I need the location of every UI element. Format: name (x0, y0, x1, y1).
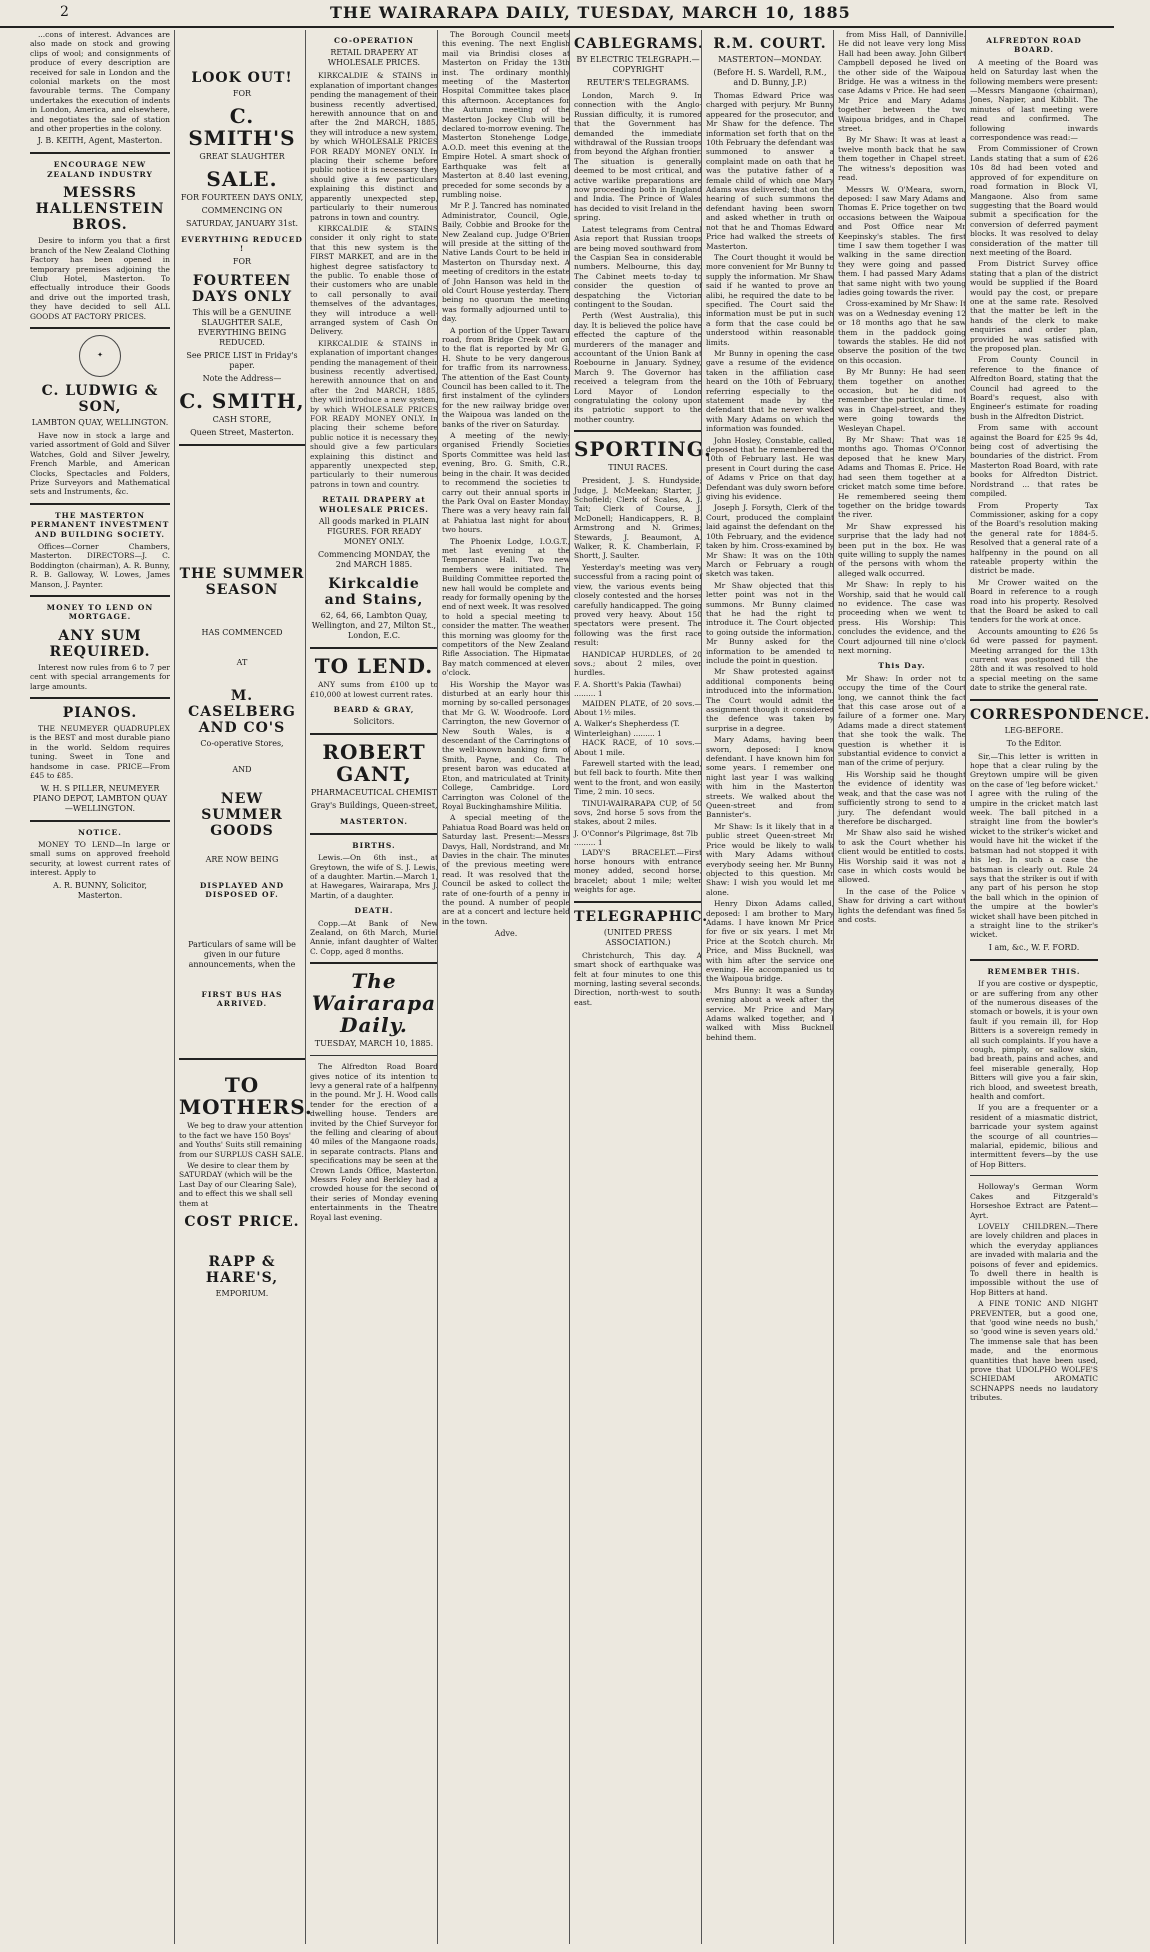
fourteen-only: FOURTEEN DAYS ONLY (191, 272, 293, 305)
race-4-result: J. O'Connor's Pilgrimage, 8st 7lb ......... 1 (574, 828, 698, 848)
solicitors: Solicitors. (353, 717, 395, 727)
rapp-hare: RAPP & HARE'S, (205, 1254, 279, 1287)
united-press: (UNITED PRESS ASSOCIATION.) (603, 927, 673, 947)
hallenstein-text: Desire to inform you that a first branch of the New Zealand Clothing Factory has been opened in temporary premises adjoining the Club Hotel, Masterton. To effectually introduce their Goods and drive out the imported trash, they have decided to sell ALL GOODS AT FACTORY PRICES. (30, 236, 170, 321)
signature: J. B. KEITH, Agent, Masterton. (37, 136, 163, 146)
col8-text-7: Mr Crower waited on the Board in reference to a rough road into his property. Resolved that the Board be asked to call tenders for the work at once. (970, 577, 1098, 625)
col4-text-4: A meeting of the newly-organised Friendly Societies Sports Committee was held last evening, Bro. G. Smith, C.R., being in the chair. It was decided to recommend the societies to carry out their annual sports in the Park Oval on Easter Monday. There was a very heavy rain fall at Pahiatua last night for about two hours. (442, 431, 570, 535)
correspondence-sub: LEG-BEFORE. (1004, 725, 1064, 735)
robert-gant: ROBERT GANT, (322, 740, 426, 787)
col4-signoff: Adve. (494, 929, 518, 939)
rm-court-heading: R.M. COURT. (713, 36, 827, 52)
ludwig-address: LAMBTON QUAY, WELLINGTON. (31, 417, 169, 427)
to-mothers: TO MOTHERS. (179, 1073, 313, 1120)
correspondence-heading: CORRESPONDENCE. (970, 706, 1150, 723)
to-lend-text: ANY sums from £100 up to £10,000 at lowest current rates. (310, 680, 438, 699)
notice-text: MONEY TO LEND—In large or small sums on approved freehold security, at lowest current rates of interest. Apply to (30, 839, 170, 878)
col4-text-6: His Worship the Mayor was disturbed at an early hour this morning by so-called personages that Mr G. W. Woodroofe. Lord Carrington, the new Governor of New South Wales, is a descendant of the Carringtons of the well-known banking firm of Smith, Payne, and Co. The present baron was educated at Eton, and matriculated at Trinity College, Cambridge. Lord Carrington was Colonel of the Royal Buckinghamshire Militia. (442, 679, 570, 811)
masthead (0, 0, 1114, 28)
col6-text-3: Mr Bunny in opening the case gave a resume of the evidence taken in the affiliation case heard on the 10th of February, referring especially to the statement made by the defendant that he never walked with Mary Adams on which the information was founded. (706, 348, 834, 434)
kirk-text-3: KIRKCALDIE & STAINS in explanation of important changes pending the management of their business recently advertised, herewith announce that on and after the 2nd MARCH, 1885, they will introduce a new system, by which WHOLESALE PRICES FOR READY MONEY ONLY. In placing their scheme before public notice it is necessary they should give a few particulars explaining this distinct and apparently unexpected step, particularly to their numerous patrons in town and country. (310, 338, 439, 489)
caselberg: M. CASELBERG AND CO'S (188, 687, 296, 736)
are-now: ARE NOW BEING (205, 854, 279, 864)
col6-text-9: Mr Shaw: Is it likely that in a public street Queen-street Mr Price would be likely to walk with Mary Adams without everybody seeing her. Mr Bunny objected to this question. Mr Shaw: I wish you would let me alone. (706, 821, 834, 897)
this-day: This Day. (878, 661, 926, 671)
pianos-sign: W. H. S PILLER, NEUMEYER PIANO DEPOT, LAMBTON QUAY—WELLINGTON. (32, 783, 168, 813)
col6-text-4: John Hosley, Constable, called, deposed that he remembered the 10th of February last. He was present in Court during the case of Adams v Price on that day. Defendant was duly sworn before giving his evidence. (706, 435, 834, 502)
telegraphic-heading: TELEGRAPHIC. (574, 908, 709, 925)
summer-season: THE SUMMER SEASON (179, 565, 305, 598)
mothers-text-2: We desire to clear them by SATURDAY (which will be the Last Day of our Clearing Sale), and to effect this we shall sell them at (179, 1161, 297, 1208)
has-commenced: HAS COMMENCED (201, 627, 283, 637)
births: BIRTHS. (352, 840, 396, 850)
newspaper-title: THE WAIRARAPA DAILY, TUESDAY, MARCH 10, 1885 (330, 3, 851, 22)
col6-text-8: Mary Adams, having been sworn, deposed: I know defendant. I have known him for some years. I remember one night last year I was walking with him in the Masterton streets. We walked about the Queen-street and from Bannister's. (706, 735, 834, 820)
race-4: TINUI-WAIRARAPA CUP, of 50 sovs, 2nd horse 5 sovs from the stakes, about 2 miles. (574, 798, 702, 827)
race-2: MAIDEN PLATE, of 20 sovs.—About 1½ miles. (574, 698, 702, 717)
col8-text-4: From County Council in reference to the finance of Alfredton Board, stating that the Council had agreed to the Board's request, also with Engineer's estimate for roading bush in the Alfredton District. (970, 355, 1098, 421)
col5-text-1: London, March 9. In connection with the Anglo-Russian difficulty, it is rumored that the Government has demanded the immediate withdrawal of the Russian troops from beyond the Afghan frontier. The situation is generally deemed to be most critical, and active warlike preparations are now proceeding both in England and India. The Prince of Wales has decided to visit Ireland in the spring. (574, 91, 702, 223)
col6-text-1: Thomas Edward Price was charged with perjury. Mr Bunny appeared for the prosecutor, and Mr Shaw for the defence. The information set forth that on the 10th February the defendant was summoned to answer a complaint made on oath that he was the putative father of a female child of which one Mary Adams was delivered; that on the hearing of such summons the defendant having been sworn and asked whether in truth or not that he and Thomas Edward Price had walked the streets of Masterton. (706, 91, 834, 251)
ludwig-name: C. LUDWIG & SON, (41, 382, 159, 415)
queen-street: Queen Street, Masterton. (190, 427, 294, 437)
column-8 (965, 30, 1150, 1944)
smith-big: C. SMITH, (179, 388, 305, 413)
page-number: 2 (60, 4, 69, 20)
retail-heading: RETAIL DRAPERY AT WHOLESALE PRICES. (327, 48, 421, 68)
births-text: Lewis.—On 6th inst., at Greytown, the wife of S. J. Lewis, of a daughter. Martin.—March 1, at Hawegares, Wairarapa, Mrs J. Martin, of a daughter. (310, 853, 438, 900)
retail-drapery: RETAIL DRAPERY at WHOLESALE PRICES. (319, 495, 429, 514)
death-text: Copp.—At Bank of New Zealand, on 6th March, Muriel Annie, infant daughter of Walter C. Copp, aged 8 months. (310, 918, 438, 956)
kirk-text: KIRKCALDIE & STAINS in explanation of important changes pending the management of their business recently advertised, herewith announce that on and after the 2nd MARCH, 1885, they will introduce a new system, by which WHOLESALE PRICES FOR READY MONEY ONLY. In placing their scheme before public notice it is necessary they should give a few particulars explaining this distinct and apparently unexpected step, particularly to their numerous patrons in town and country. (310, 71, 439, 222)
column-7 (833, 30, 966, 1944)
col7-text-6: By Mr Shaw: That was 18 months ago. Thomas O'Connor deposed that he knew Mary Adams and Thomas E. Price. He had seen them together at a cricket match some time before. He remembered seeing them together on the bridge towards the river. (838, 435, 966, 520)
rm-court-sub: MASTERTON—MONDAY. (718, 55, 822, 64)
stewards: President, J. S. Hundyside; Judge, J. McMeekan; Starter, J. Schofield; Clerk of Scales, A. J. Tait; Clerk of Course, J. McDonell; Handicappers, R. B. Armstrong and N. Grimes; Stewards, J. Beaumont, A. Walker, R. K. Chamberlain, F. Shortt, J. Saulter. (574, 476, 702, 561)
col6-text-7: Mr Shaw protested against additional components being introduced into the information. The Court would admit the assignment though it considered the defence was taken by surprise in a degree. (706, 667, 834, 733)
column-6 (701, 30, 834, 1944)
beard-gray: BEARD & GRAY, (333, 704, 415, 714)
everything-reduced: EVERYTHING REDUCED ! (181, 235, 303, 254)
col6-text-10: Henry Dixon Adams called, deposed: I am brother to Mary Adams. I have known Mr Price for five or six years. I met Mr Price at the Scotch church. Mr Price, and Miss Bucknell, was with him after the service one evening. He accompanied us to the Waipoua bridge. (706, 899, 834, 984)
coop-heading: CO-OPERATION (334, 36, 414, 45)
cablegrams-heading: CABLEGRAMS. (574, 36, 704, 52)
plain-figures: All goods marked in PLAIN FIGURES. FOR READY MONEY ONLY. (318, 517, 430, 547)
and-label: AND (232, 764, 252, 774)
col8-text-3: From District Survey office stating that a plan of the district would be supplied if the Board would pay the cost, or prepare one at the same rate. Resolved that the matter be left in the hands of the clerk to make enquiries and order plan, provided he was satisfied with the proposed plan. (970, 259, 1098, 353)
kirk-text-2: KIRKCALDIE & STAINS consider it only right to state that this new system is the FIRST MARKET, and are in the highest degree satisfactory to the public. To enable those of their customers who are unable to call personally to avail themselves of the advantages, they will introduce a well-arranged system of Cash On Delivery. (310, 223, 438, 337)
cost-price: COST PRICE. (184, 1214, 300, 1231)
paper-title: The Wairarapa Daily. (311, 969, 437, 1038)
col7-text-1: from Miss Hall, of Danniville. He did not leave very long Miss Hall had been away. John Gilbert Campbell deposed he lived on the other side of the Waipoua Bridge. He was a witness in the case Adams v Price. He had seen Mr Price and Mary Adams together between the two Waipoua bridges, and in Chapel street. (838, 30, 966, 134)
emporium: EMPORIUM. (215, 1289, 269, 1299)
to-lend: TO LEND. (314, 654, 434, 679)
race-1: HANDICAP HURDLES, of 20 sovs.; about 2 miles, over hurdles. (574, 649, 702, 678)
pianos-heading: PIANOS. (62, 705, 138, 722)
col6-text-11: Mrs Bunny: It was a Sunday evening about a week after the service. Mr Price and Mary Adams walked together, and I walked with Miss Bucknell behind them. (706, 985, 834, 1042)
col8-text-5: From same with account against the Board for £25 9s 4d, being cost of advertising the boundaries of the district. From Masterton Road Board, with rate books for Alfredton District. Nordstrand ... that rates be compiled. (970, 423, 1098, 499)
commencing: COMMENCING ON (201, 206, 283, 215)
reuter: REUTER'S TELEGRAMS. (586, 78, 690, 87)
ludwig-text: Have now in stock a large and varied assortment of Gold and Silver Watches, Gold and Silver Jewelry, French Marble, and American Clocks, Spectacles and Folders, Prize Surveyors and Mathematical sets and Instruments, &c. (30, 430, 170, 497)
first-bus: FIRST BUS HAS ARRIVED. (201, 989, 283, 1009)
mothers-text: We beg to draw your attention to the fact we have 150 Boys' and Youths' Suits still remaining from our SURPLUS CASH SALE. (179, 1121, 304, 1159)
col7-text-10: His Worship said he thought the evidence of identity was weak, and that the case was not sufficiently strong to send to a jury. The defendant would therefore be discharged. (838, 769, 966, 826)
col5-text-4: Yesterday's meeting was very successful from a racing point of view, the various events being closely contested and the horses carefully handicapped. The going proved very heavy. About 150 spectators were present. The following was the first race result: (574, 562, 702, 648)
col6-text-2: The Court thought it would be more convenient for Mr Bunny to supply the information. Mr Shaw said if he wanted to prove an alibi, he required the date to be specified. The Court said the information must be put in such a form that the case could be understood within reasonable limits. (706, 252, 834, 347)
notice-sign: A. R. BUNNY, Solicitor, Masterton. (53, 880, 147, 900)
notice-heading: NOTICE. (78, 827, 122, 837)
gray-buildings: Gray's Buildings, Queen-street, (310, 801, 438, 811)
col7-text-7: Mr Shaw expressed his surprise that the lady had not been put in the box. He was quite willing to supply the names of the persons with whom the alleged walk occurred. (838, 521, 966, 578)
col7-text-3: Messrs W. O'Meara, sworn, deposed: I saw Mary Adams and Thomas E. Price together on two occasions between the Waipoua and Post Office near Mr Keepinsky's stables. The first time I saw them together I was walking in the same direction they were going and passed them. I had passed Mary Adams that same night with two young ladies going towards the river. (838, 184, 966, 297)
col4-text-2: Mr P. J. Tancred has nominated Administrator, Council, Ogle, Baily, Cobbie and Brooke for the New Zealand cup. Judge O'Brien will preside at the sitting of the Native Lands Court to be held in Masterton on Thursday next. A meeting of creditors in the estate of John Hanson was held in the old Court House yesterday. There being no quorum the meeting was formally adjourned until to-day. (442, 201, 570, 324)
col4-text-3: A portion of the Upper Tawaru road, from Bridge Creek out on to the flat is reported by Mr G. H. Shute to be very dangerous for traffic from its narrowness. The attention of the East County Council has been called to it. The first instalment of the cylinders for the new railway bridge over the Waipoua was landed on the banks of the river on Saturday. (442, 325, 570, 429)
new-summer-goods: NEW SUMMER GOODS (201, 790, 283, 839)
col4-text-5: The Phoenix Lodge, I.O.G.T., met last evening at the Temperance Hall. Two new members were initiated. The Building Committee reported the new hall would be complete and ready for formally opening by the end of next week. It was resolved to hold a special meeting to consider the matter. The weather this morning was gloomy for the competitors of the New Zealand Rifle Association. The Hipmatae Bay match commenced at eleven o'clock. (442, 536, 570, 678)
col7-text-2: By Mr Shaw: It was at least a twelve month back that he saw them together in Chapel street. The witness's deposition was read. (838, 135, 966, 183)
co-op-stores: Co-operative Stores, (200, 738, 284, 748)
sum-text: Interest now rules from 6 to 7 per cent with special arrangements for large amounts. (30, 662, 170, 691)
race-1-result: F. A. Shortt's Pakia (Tawhai) ......... 1 (574, 679, 682, 699)
race-5: LADY'S BRACELET.—First horse honours with entrance money added, second horse, bracelet; about 1 mile; welter weights for age. (574, 847, 702, 895)
price-list: See PRICE LIST in Friday's paper. (186, 350, 298, 370)
remember-text: If you are costive or dyspeptic, or are suffering from any other of the numerous diseases of the stomach or bowels, it is your own fault if you remain ill, for Hop Bitters is a sovereign remedy in all such complaints. If you have a cough, pimply, or sallow skin, bad breath, pains and aches, and feel miserable generally, Hop Bitters will give you a fair skin, rich blood, and sweetest breath, health and comfort. (970, 979, 1098, 1102)
col7-text-8: Mr Shaw: In reply to his Worship, said that he would call no evidence. The case was proceeding when we went to press. His Worship: This concludes the evidence, and the Court adjourned till nine o'clock next morning. (838, 580, 966, 655)
for-label-2: FOR (232, 256, 252, 266)
col6-text-6: Mr Shaw objected that this letter point was not in the summons. Mr Bunny claimed that he had the right to introduce it. The Court objected to going outside the information. Mr Bunny asked for the information to be amended to include the point in question. (706, 580, 834, 665)
paper-date: TUESDAY, MARCH 10, 1885. (314, 1039, 434, 1049)
col4-text-7: A special meeting of the Pahiatua Road Board was held on Saturday last. Present:—Messrs Davys, Hall, Nordstrand, and Mr Davies in the chair. The minutes of the previous meeting were read. It was resolved that the Council be asked to collect the rate of one-fourth of a penny in the pound. A number of people are at a concert and lecture held in the town. (442, 813, 570, 926)
editorial: The Alfredton Road Board gives notice of its intention to levy a general rate of a halfpenny in the pound. Mr J. H. Wood calls tender for the erection of a dwelling house. Tenders are invited by the Chief Surveyor for the felling and clearing of about 40 miles of the Mangaone roads, in separate contracts. Plans and specifications may be seen at the Crown Lands Office, Masterton. Messrs Foley and Berkley had a crowded house for the second of their series of Monday evening entertainments in the Theatre Royal last evening. (310, 1062, 438, 1222)
kirk-address: 62, 64, 66, Lambton Quay, Wellington, and 27, Milton St., London, E.C. (311, 611, 437, 641)
building-heading: THE MASTERTON PERMANENT INVESTMENT AND BUILDING SOCIETY. (30, 510, 170, 539)
genuine-text: This will be a GENUINE SLAUGHTER SALE, EVERYTHING BEING REDUCED. (192, 307, 292, 347)
remember-text-2: If you are a frequenter or a resident of a miasmatic district, barricade your system against the scourge of all countries—malarial, epidemic, bilious and intermittent fevers—by the use of Hop Bitters. (970, 1103, 1098, 1169)
masterton: MASTERTON. (339, 817, 409, 827)
sale-label: SALE. (206, 167, 278, 191)
column-3 (305, 30, 438, 1944)
cablegrams-sub: BY ELECTRIC TELEGRAPH.—COPYRIGHT (576, 55, 700, 74)
col7-text-9: Mr Shaw: In order not to occupy the time of the Court long, we cannot think the fact that this case arose out of a failure of a former one. Mary Adams made a direct statement that she took the walk. The question is whether it is substantial evidence to convict a man of the crime of perjury. (838, 673, 966, 768)
cash-store: CASH STORE, (212, 414, 272, 424)
tinui-races: TINUI RACES. (608, 463, 668, 473)
sum-heading: ANY SUM REQUIRED. (49, 627, 151, 660)
at-label: AT (236, 657, 248, 667)
col5-text-6: Christchurch, This day. A smart shock of earthquake was felt at four minutes to one this morning, lasting several seconds. Direction, north-west to south-east. (574, 950, 702, 1007)
col7-text-11: Mr Shaw also said he wished to ask the Court whether his client would be entitled to costs. His Worship said it was not a case in which costs would be allowed. (838, 828, 966, 885)
column-4 (437, 30, 570, 1944)
money-heading: MONEY TO LEND ON MORTGAGE. (46, 603, 154, 622)
hallenstein-name: MESSRS HALLENSTEIN BROS. (35, 185, 165, 234)
col8-text-8: Accounts amounting to £26 5s 6d were passed for payment. Meeting arranged for the 13th current was postponed till the 28th and it was resolved to hold a special meeting on the same date to strike the general rate. (970, 626, 1098, 693)
col7-text-12: In the case of the Police v Shaw for driving a cart without lights the defendant was fined 5s and costs. (838, 886, 966, 924)
holloway-text: Holloway's German Worm Cakes and Fitzgerald's Horseshoe Extract are Patent—Ayrt. (970, 1182, 1098, 1220)
death: DEATH. (354, 906, 394, 916)
col8-text-1: A meeting of the Board was held on Saturday last when the following members were present:—Messrs Mangaone (chairman), Jones, Napier, and Kibblit. The minutes of last meeting were read and confirmed. The following inwards correspondence was read:— (970, 57, 1098, 143)
alfredton-heading: ALFREDTON ROAD BOARD. (986, 36, 1082, 55)
sale-date: SATURDAY, JANUARY 31st. (185, 219, 299, 228)
correspondence-sign: I am, &c., W. F. FORD. (988, 942, 1080, 952)
sporting-heading: SPORTING. (574, 437, 713, 462)
col8-text-6: From Property Tax Commissioner, asking for a copy of the Board's resolution making the general rate for 1884-5. Resolved that a general rate of a halfpenny in the pound on all rateable property within the district be made. (970, 500, 1098, 576)
col5-text-3: Perth (West Australia), this day. It is believed the police have effected the capture of the murderers of the manager and accountant of the Union Bank at Roebourne in January. Sydney, March 9. The Governor has received a telegram from the Lord Mayor of London congratulating the colony upon its patriotic support to the mother country. (574, 311, 702, 424)
race-2-result: A. Walker's Shepherdess (T. Winterleighan) ......... 1 (574, 719, 680, 738)
look-out: LOOK OUT! (191, 70, 293, 86)
col7-text-4: Cross-examined by Mr Shaw: It was on a Wednesday evening 12 or 18 months ago that he saw them in the paddock going towards the stables. He did not observe the position of the two on this occasion. (838, 299, 966, 365)
kirk-name: Kirkcaldie and Stains, (324, 576, 424, 609)
col5-text-2: Latest telegrams from Central Asia report that Russian troops are being moved southward from the Caspian Sea in considerable numbers. Melbourne, this day. The Cabinet meets to-day to consider the question of despatching the Victorian contingent to the Soudan. (574, 224, 702, 309)
column-1 (30, 30, 170, 1944)
commencing-monday: Commencing MONDAY, the 2nd MARCH 1885. (318, 550, 430, 570)
column-5 (569, 30, 713, 1944)
remember-heading: REMEMBER THIS. (987, 966, 1081, 976)
building-text: Offices—Corner Chambers, Masterton. DIRECTORS—J. C. Boddington (chairman), A. R. Bunny, R. B. Galloway, W. Lowes, James Manson, J. Paynter. (30, 542, 170, 589)
col4-text-1: The Borough Council meets this evening. The next English mail via Brindisi closes at Masterton on Friday the 13th inst. The ordinary monthly meeting of the Masterton Hospital Committee takes place this afternoon. Acceptances for the Autumn meeting of the Masterton Jockey Club will be declared to-morrow evening. The Masterton Stonehenge Lodge, A.O.D. meet this evening at the Empire Hotel. A smart shock of Earthquake was felt at Masterton at 8.40 last evening, preceded for some seconds by a rumbling noise. (442, 30, 570, 199)
for-label: FOR (232, 89, 252, 98)
col6-text-5: Joseph J. Forsyth, Clerk of the Court, produced the complaint laid against the defendant on the 10th February, and the evidence taken by him. Cross-examined by Mr Shaw: It was on the 10th March or February a rough sketch was taken. (706, 503, 834, 579)
to-editor: To the Editor. (1006, 738, 1062, 748)
particulars: Particulars of same will be given in our future announcements, when the (188, 939, 296, 969)
great-slaughter: GREAT SLAUGHTER (199, 152, 285, 161)
rm-court-before: (Before H. S. Wardell, R.M., and D. Bunny, J.P.) (713, 68, 827, 87)
ludwig-logo: ✦ (79, 335, 121, 377)
tonic-text: A FINE TONIC AND NIGHT PREVENTER, but a good one, that 'good wine needs no bush,' so 'good wine is seven years old.' The immense sale that has been made, and the enormous quantities that have been used, prove that UDOLPHO WOLFE'S SCHIEDAM AROMATIC SCHNAPPS needs no laudatory tributes. (970, 1299, 1098, 1403)
displayed: DISPLAYED AND DISPOSED OF. (199, 880, 285, 900)
column-2 (174, 30, 313, 1944)
col8-text-2: From Commissioner of Crown Lands stating that a sum of £26 10s 8d had been voted and approved of for expenditure on road formation in Block VI, Mangaone. Also from same suggesting that the Board would submit a specification for the conversion of deferred payment blocks. It was resolved to delay consideration of the matter till next meeting of the Board. (970, 144, 1098, 257)
fourteen-days: FOR FOURTEEN DAYS ONLY, (180, 193, 304, 202)
pianos-text: THE NEUMEYER QUADRUPLEX is the BEST and most durable piano in the world. Seldom requires tuning. Sweet in Tone and handsome in case. PRICE—From £45 to £85. (30, 724, 170, 781)
note-address: Note the Address— (202, 373, 282, 383)
pharm: PHARMACEUTICAL CHEMIST (310, 788, 438, 798)
lovely-text: LOVELY CHILDREN.—There are lovely children and places in which the everyday appliances are invaded with malaria and the poisons of fever and epidemics. To dwell there in health is impossible without the use of Hop Bitters at hand. (970, 1221, 1098, 1297)
encourage-heading: ENCOURAGE NEW ZEALAND INDUSTRY (47, 160, 153, 179)
race-3: HACK RACE, of 10 sovs.—About 1 mile. (574, 738, 702, 757)
col5-text-5: Farewell started with the lead, but fell back to fourth. Mite then went to the front, and won easily. Time, 2 min. 10 secs. (574, 759, 702, 797)
col7-text-5: By Mr Bunny: He had seen them together on another occasion, but he did not remember the particular time. It was in Chapel-street, and they were going towards the Wesleyan Chapel. (838, 367, 966, 433)
intro-text: ...cons of interest. Advances are also made on stock and growing clips of wool; and consignments of produce of every description are received for sale in London and the colonial markets on the most favourable terms. The Company undertakes the execution of indents in London, America, and elsewhere, and negotiates the sale of station and other properties in the colony. (30, 30, 170, 134)
smith-name: C. SMITH'S (188, 104, 296, 150)
correspondence-text: Sir,—This letter is written in hope that a clear ruling by the Greytown umpire will be given on the case of 'leg before wicket.' I agree with the ruling of the umpire in the cricket match last week. The ball pitched in a straight line from the bowler's wicket to the striker's wicket and would have hit the wicket if the batsman had not stopped it with his leg. In such a case the batsman is clearly out. Rule 24 says that the striker is out if with any part of his person he stop the ball which in the opinion of the umpire at the bowler's wicket shall have been pitched in a straight line to the striker's wicket. (970, 751, 1098, 940)
